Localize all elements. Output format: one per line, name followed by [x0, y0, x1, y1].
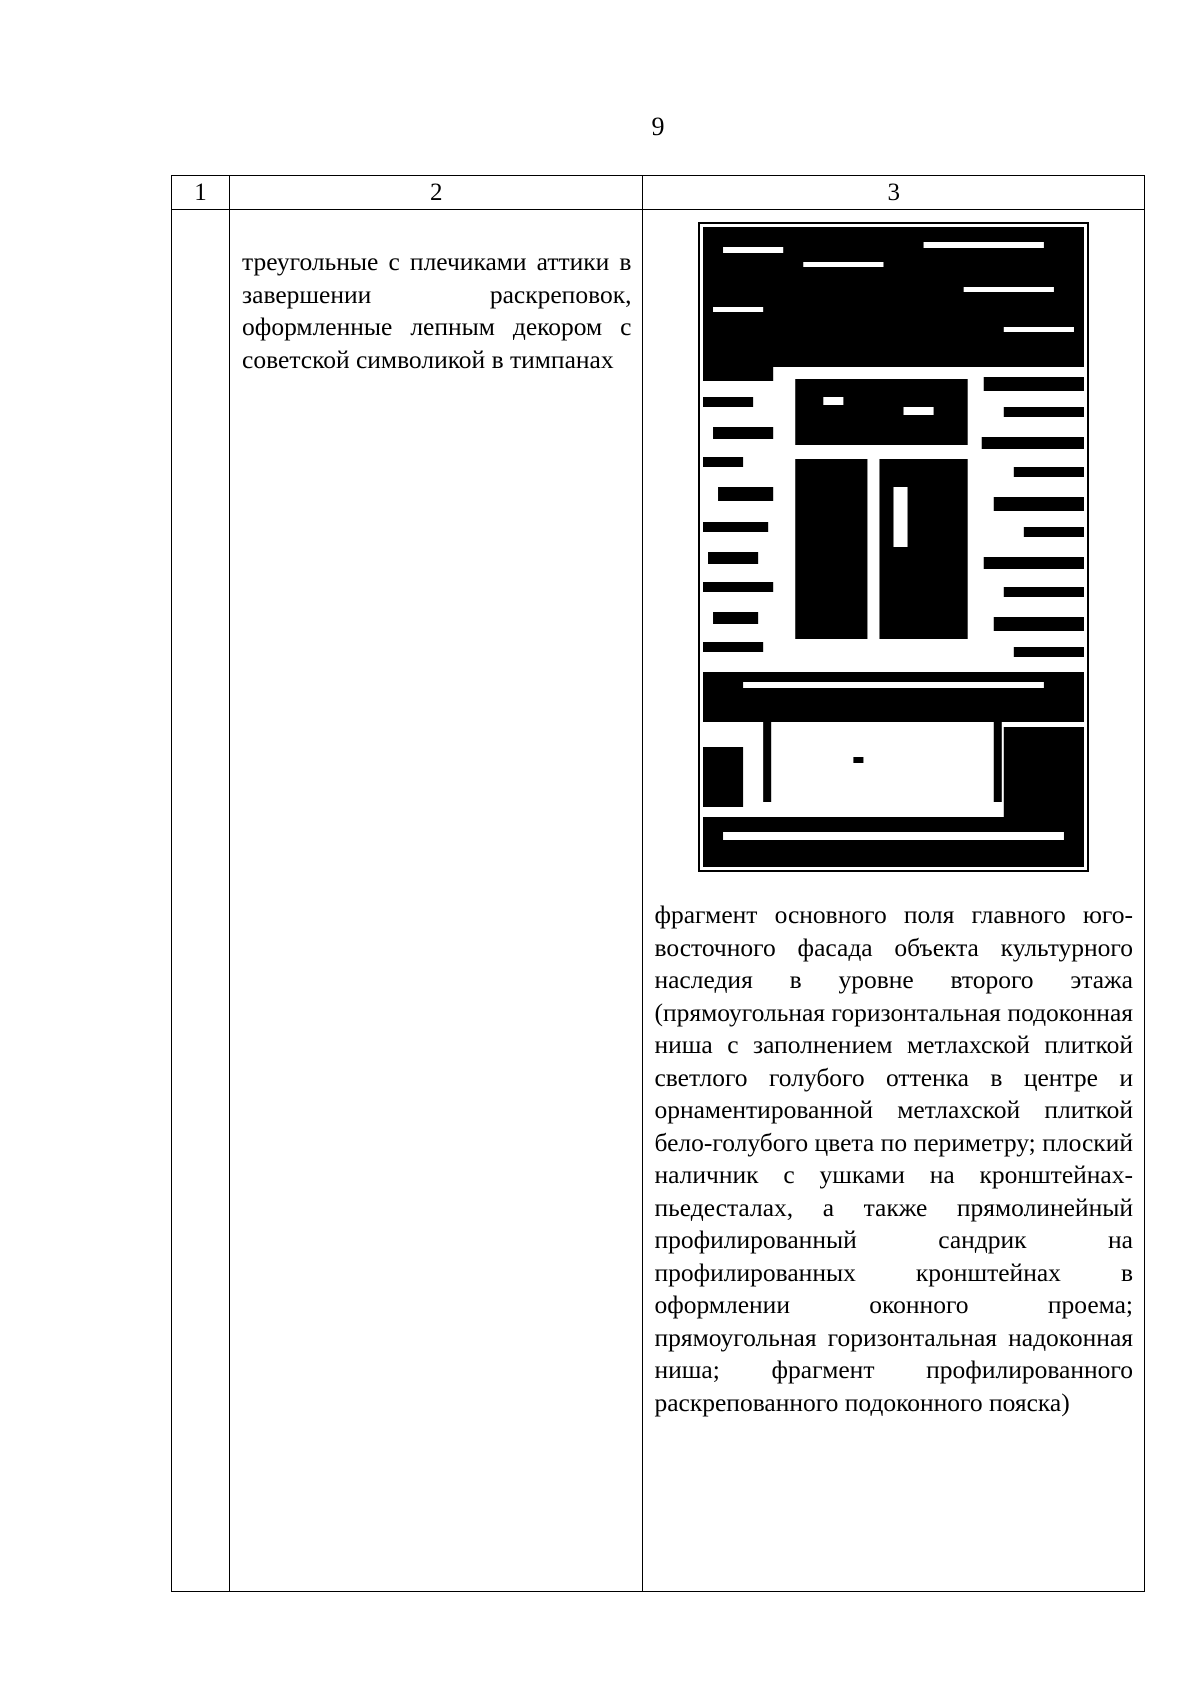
description-text: треугольные с плечиками аттики в завершении раскреповок, оформленные лепным декором с советской символикой в тимпанах [242, 247, 632, 374]
header-col-3: 3 [643, 176, 1145, 210]
page-number: 9 [651, 112, 665, 141]
table-row [172, 210, 1145, 1592]
photo-caption-text: фрагмент основного поля главного юго-восточного фасада объекта культурного наследия в уровне второго этажа (прямоугольная горизонтальная подоконная ниша с заполнением метлахской плиткой светлого голубого оттенка в центре и орнаментированной метлахской плиткой бело-голубого цвета по периметру; плоский наличник с ушками на кронштейнах-пьедесталах, а также прямолинейный профилированный сандрик на профилированных кронштейнах в оформлении оконного проема; прямоугольная горизонтальная надоконная ниша; фрагмент профилированного раскрепованного подоконного пояска) [654, 900, 1133, 1417]
facade-window-photo [698, 222, 1089, 872]
header-col-2: 2 [230, 176, 643, 210]
cell-col-1 [172, 210, 230, 1592]
cell-col-2 [230, 210, 643, 1592]
table-header-row [172, 176, 1145, 210]
header-col-1: 1 [172, 176, 230, 210]
cell-col-3 [643, 210, 1145, 1592]
heritage-table [171, 175, 1145, 1592]
window-photo-image [703, 227, 1084, 867]
